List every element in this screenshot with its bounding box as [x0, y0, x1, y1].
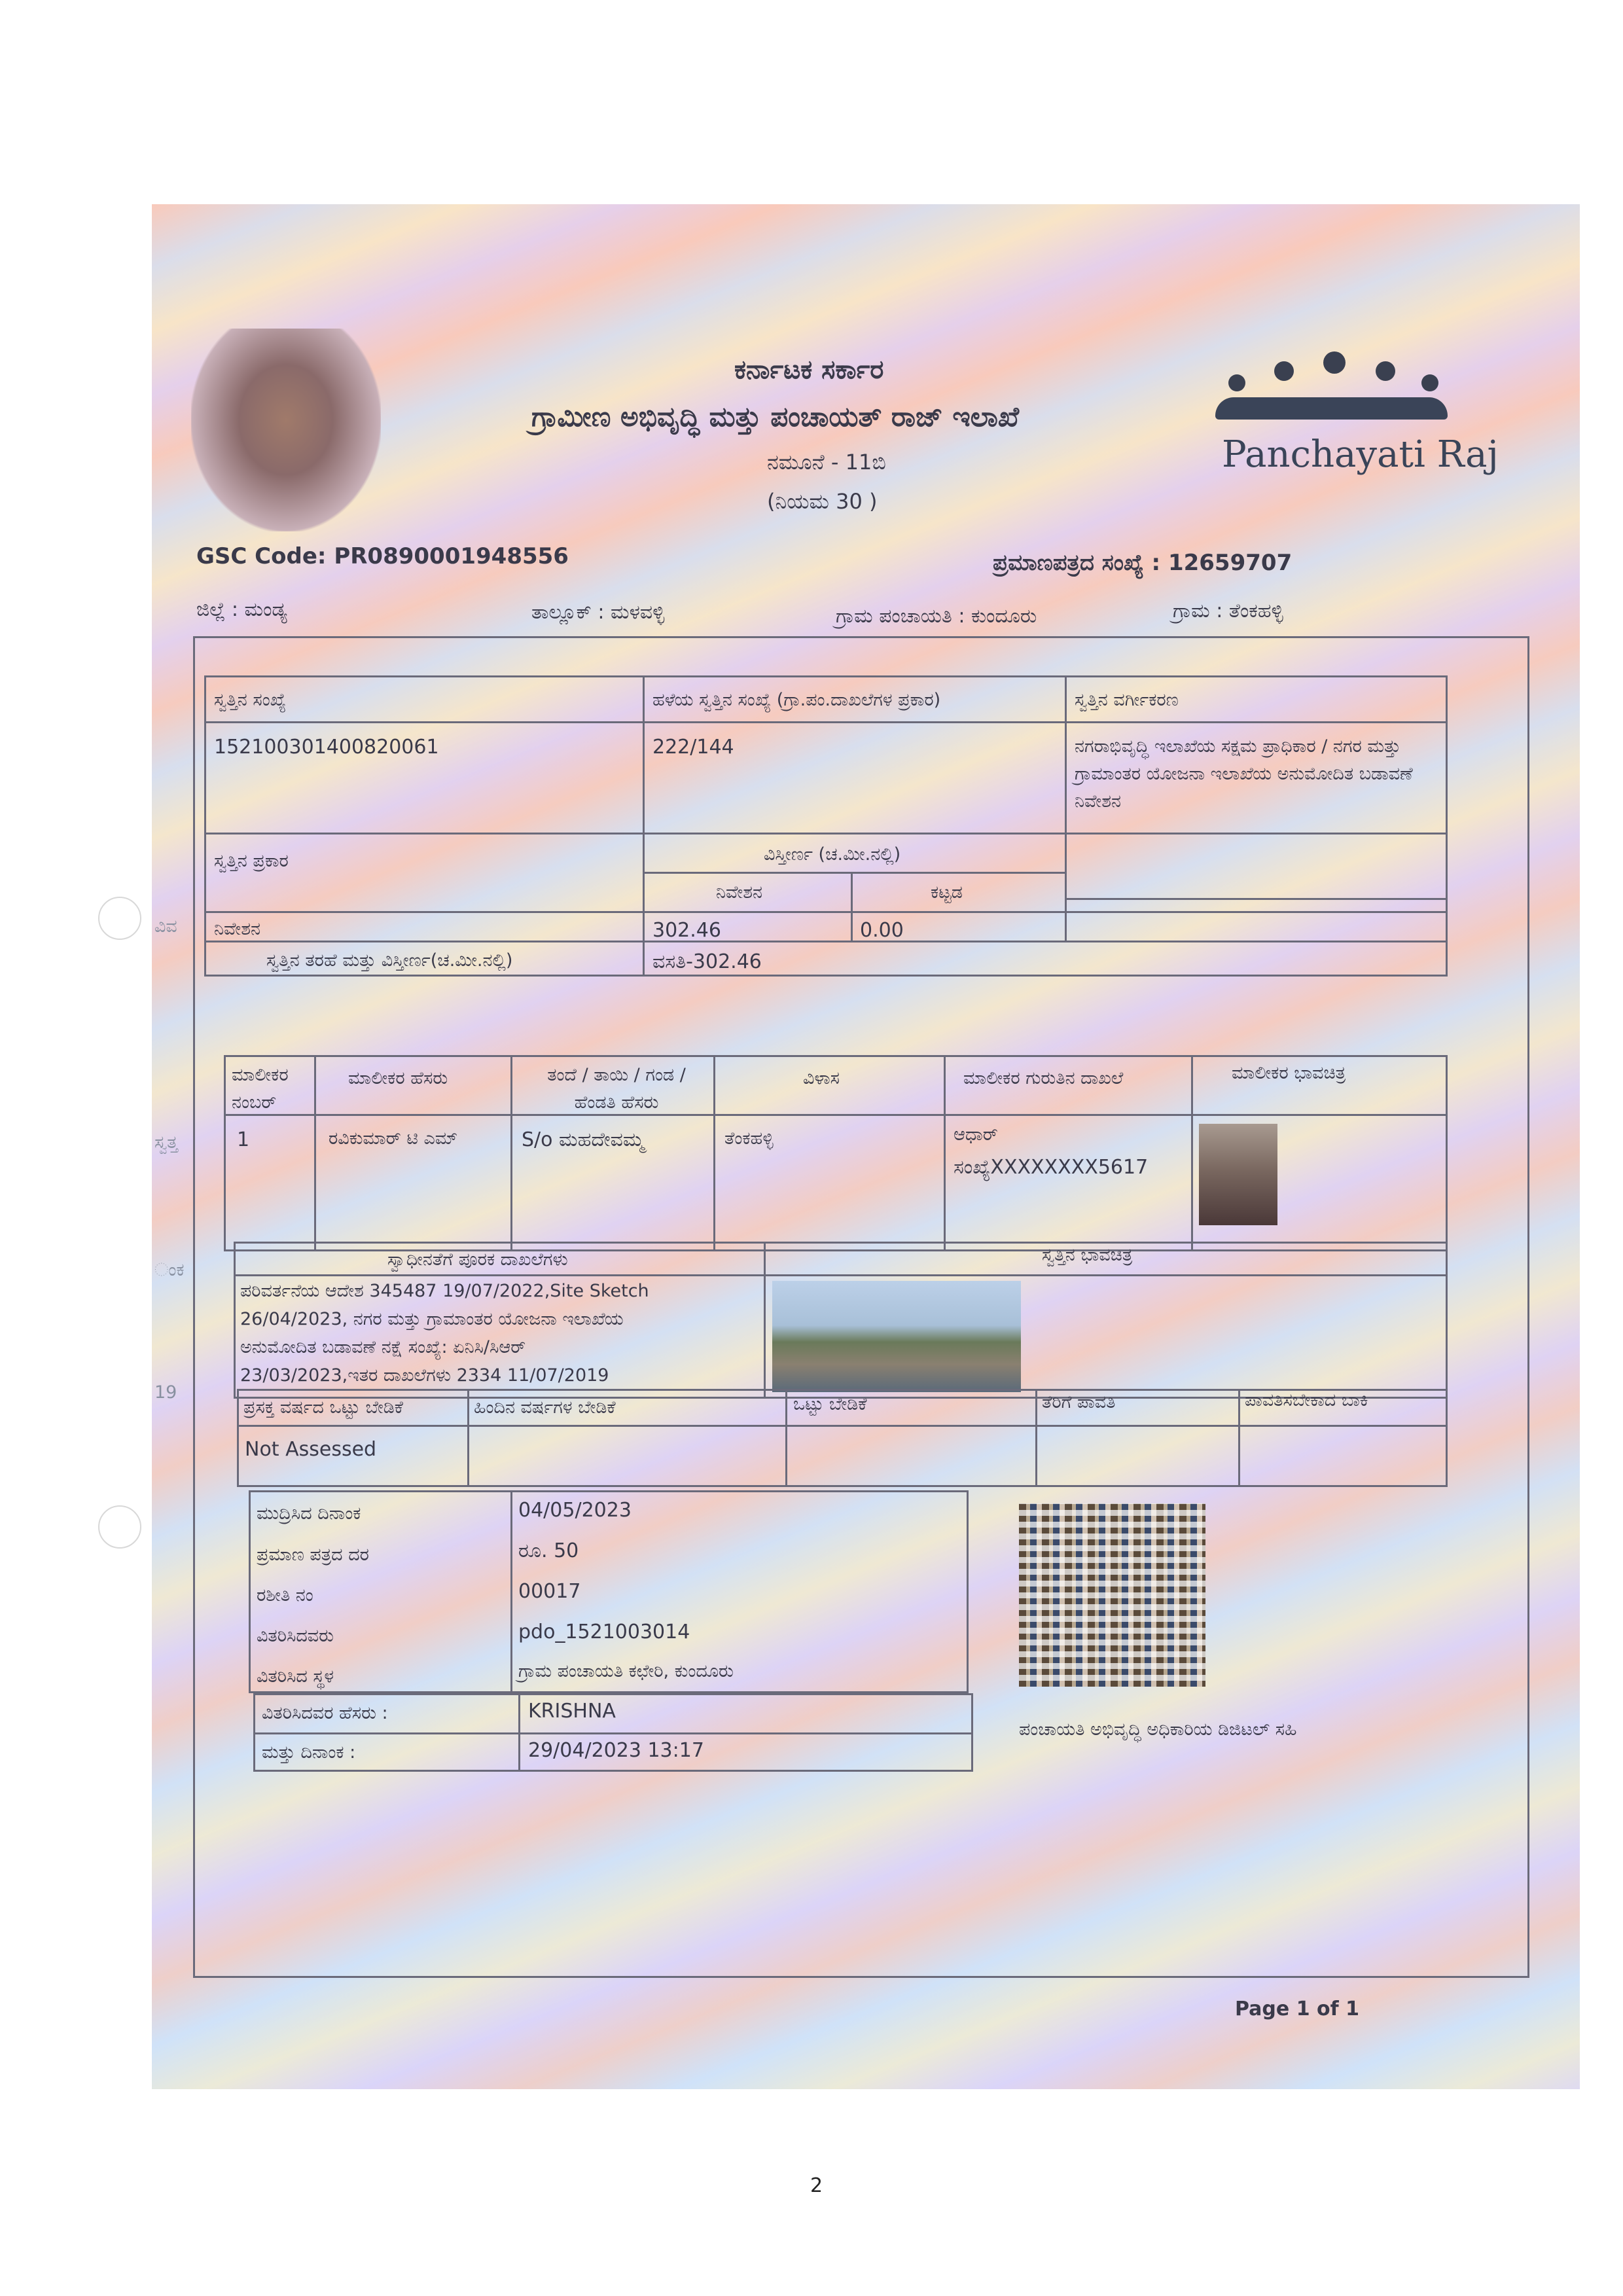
certificate-number: ಪ್ರಮಾಣಪತ್ರದ ಸಂಖ್ಯೆ : 12659707: [993, 550, 1293, 576]
panchayati-raj-logo: [1215, 348, 1499, 479]
h-total-demand: ಒಟ್ಟು ಬೇಡಿಕೆ: [793, 1394, 867, 1414]
h-previous-demand: ಹಿಂದಿನ ವರ್ಷಗಳ ಬೇಡಿಕೆ: [474, 1397, 616, 1418]
l-issue-date: ಮತ್ತು ದಿನಾಂಕ :: [262, 1742, 356, 1763]
form-number: ನಮೂನೆ - 11ಬಿ: [767, 450, 886, 475]
margin-mark-2: ಸ್ವತ್ತ: [154, 1132, 178, 1153]
digital-signature-note: ಪಂಚಾಯತಿ ಅಭಿವೃದ್ಧಿ ಅಧಿಕಾರಿಯ ಡಿಜಿಟಲ್ ಸಹಿ: [1019, 1719, 1297, 1740]
property-classification: ನಗರಾಭಿವೃದ್ಧಿ ಇಲಾಖೆಯ ಸಕ್ಷಮ ಪ್ರಾಧಿಕಾರ / ನಗರ ಮತ್ತು ಗ್ರಾಮಾಂತರ ಯೋಜನಾ ಇಲಾಖೆಯ ಅನುಮೋದಿತ ಬಡಾವಣೆ ನಿವೇಶನ: [1075, 736, 1413, 812]
h-balance: ಪಾವತಿಸಬೇಕಾದ ಬಾಕಿ: [1245, 1390, 1368, 1410]
h-owner-name: ಮಾಲೀಕರ ಹೆಸರು: [348, 1068, 448, 1088]
owner-photo: [1199, 1124, 1277, 1225]
h-property-photo: ಸ್ವತ್ತಿನ ಭಾವಚಿತ್ರ: [1042, 1245, 1133, 1265]
h-property-detail: ಸ್ವತ್ತಿನ ತರಹೆ ಮತ್ತು ವಿಸ್ತೀರ್ಣ(ಚ.ಮೀ.ನಲ್ಲಿ): [266, 950, 513, 971]
district: ಜಿಲ್ಲೆ : ಮಂಡ್ಯ: [196, 598, 287, 621]
owner-address: ತೆಂಕಹಳ್ಳಿ: [724, 1128, 774, 1149]
logo-text: Panchayati Raj: [1222, 433, 1499, 476]
gsc-code: GSC Code: PR0890001948556: [196, 543, 569, 569]
sheet-number: 2: [810, 2174, 823, 2197]
margin-mark-4: 19: [154, 1382, 177, 1403]
h-current-demand: ಪ್ರಸಕ್ತ ವರ್ಷದ ಒಟ್ಟು ಬೇಡಿಕೆ: [243, 1397, 403, 1418]
h-old-property-number: ಹಳೆಯ ಸ್ವತ್ತಿನ ಸಂಖ್ಯೆ (ಗ್ರಾ.ಪಂ.ದಾಖಲೆಗಳ ಪ್ರಕಾರ): [652, 690, 941, 710]
l-print-date: ಮುದ್ರಿಸಿದ ದಿನಾಂಕ: [257, 1503, 361, 1524]
h-owner-number: ಮಾಲೀಕರ ನಂಬರ್: [232, 1065, 289, 1113]
owner-name: ರವಿಕುಮಾರ್ ಟಿ ಎಮ್: [329, 1128, 458, 1149]
page-indicator: Page 1 of 1: [1235, 1998, 1359, 2020]
h-building-area: ಕಟ್ಟಡ: [931, 882, 963, 903]
punch-hole: [98, 1505, 141, 1549]
l-fee: ಪ್ರಮಾಣ ಪತ್ರದ ದರ: [257, 1545, 369, 1565]
owner-id-value: ಸಂಖ್ಯೆXXXXXXXX5617: [954, 1156, 1149, 1179]
h-owner-photo: ಮಾಲೀಕರ ಭಾವಚಿತ್ರ: [1232, 1063, 1346, 1083]
issue-place: ಗ್ರಾಮ ಪಂಚಾಯತಿ ಕಛೇರಿ, ಕುಂದೂರು: [518, 1661, 734, 1681]
doc-line-1: ಪರಿವರ್ತನೆಯ ಆದೇಶ 345487 19/07/2022,Site Sketch: [240, 1281, 649, 1301]
doc-line-3: ಅನುಮೋದಿತ ಬಡಾವಣೆ ನಕ್ಷೆ ಸಂಖ್ಯೆ: ಏನಿಸಿ/ಸಿಆರ್: [240, 1337, 526, 1357]
site-area: 302.46: [652, 919, 721, 942]
l-issuer: ವಿತರಿಸಿದವರು: [257, 1626, 334, 1646]
village: ಗ್ರಾಮ : ತೆಂಕಹಳ್ಳಿ: [1173, 600, 1283, 622]
h-owner-address: ವಿಳಾಸ: [803, 1068, 840, 1088]
fee: ರೂ. 50: [518, 1539, 579, 1562]
l-place: ವಿತರಿಸಿದ ಸ್ಥಳ: [257, 1666, 334, 1687]
current-demand: Not Assessed: [245, 1438, 377, 1461]
l-receipt: ರಶೀತಿ ನಂ: [257, 1585, 313, 1605]
issuer-name: KRISHNA: [528, 1700, 616, 1723]
property-number: 152100301400820061: [214, 736, 439, 759]
karnataka-emblem-icon: [191, 329, 381, 531]
h-site-area: ನಿವೇಶನ: [716, 882, 763, 903]
print-date: 04/05/2023: [518, 1499, 632, 1522]
h-documents: ಸ್ವಾಧೀನತೆಗೆ ಪೂರಕ ದಾಖಲೆಗಳು: [387, 1249, 568, 1270]
owner-number: 1: [237, 1128, 250, 1151]
h-owner-id: ಮಾಲೀಕರ ಗುರುತಿನ ದಾಖಲೆ: [963, 1068, 1124, 1088]
doc-line-2: 26/04/2023, ನಗರ ಮತ್ತು ಗ್ರಾಮಾಂತರ ಯೋಜನಾ ಇಲಾಖೆಯ: [240, 1309, 624, 1329]
h-property-type: ಸ್ವತ್ತಿನ ಪ್ರಕಾರ: [214, 851, 289, 871]
dept-title: ಗ್ರಾಮೀಣ ಅಭಿವೃದ್ಧಿ ಮತ್ತು ಪಂಚಾಯತ್ ರಾಜ್ ಇಲಾಖೆ: [531, 401, 1020, 433]
taluk: ತಾಲ್ಲೂಕ್ : ಮಳವಳ್ಳಿ: [531, 601, 665, 624]
h-property-class: ಸ್ವತ್ತಿನ ವರ್ಗೀಕರಣ: [1075, 690, 1179, 710]
property-photo: [772, 1281, 1021, 1392]
owner-relation: S/o ಮಹದೇವಮ್ಮ: [522, 1128, 645, 1151]
owner-id-label: ಆಧಾರ್: [954, 1124, 998, 1145]
issuer-id: pdo_1521003014: [518, 1621, 690, 1643]
rule-number: (ನಿಯಮ 30 ): [767, 489, 878, 514]
receipt-number: 00017: [518, 1580, 581, 1603]
margin-mark-1: ವಿವ: [154, 916, 177, 937]
issue-date: 29/04/2023 13:17: [528, 1739, 704, 1762]
property-detail: ವಸತಿ-302.46: [652, 950, 762, 973]
h-owner-relation: ತಂದೆ / ತಾಯಿ / ಗಂಡ / ಹೆಂಡತಿ ಹೆಸರು: [547, 1065, 686, 1113]
h-tax-paid: ತೆರಿಗೆ ಪಾವತಿ: [1042, 1392, 1116, 1412]
qr-code-icon: [1019, 1503, 1205, 1687]
property-table: [204, 675, 1448, 977]
property-type: ನಿವೇಶನ: [214, 919, 261, 939]
h-property-number: ಸ್ವತ್ತಿನ ಸಂಖ್ಯೆ: [214, 690, 287, 710]
h-area: ವಿಸ್ತೀರ್ಣ (ಚ.ಮೀ.ನಲ್ಲಿ): [764, 844, 901, 865]
gram-panchayat: ಗ್ರಾಮ ಪಂಚಾಯತಿ : ಕುಂದೂರು: [836, 605, 1037, 628]
scanned-certificate: [152, 204, 1580, 2089]
building-area: 0.00: [860, 919, 904, 942]
govt-title: ಕರ್ನಾಟಕ ಸರ್ಕಾರ: [734, 355, 884, 385]
punch-hole: [98, 897, 141, 940]
old-property-number: 222/144: [652, 736, 734, 759]
margin-mark-3: ಂಕ: [154, 1260, 185, 1280]
doc-line-4: 23/03/2023,ಇತರ ದಾಖಲೆಗಳು 2334 11/07/2019: [240, 1365, 609, 1386]
l-issuer-name: ವಿತರಿಸಿದವರ ಹೆಸರು :: [262, 1703, 388, 1723]
